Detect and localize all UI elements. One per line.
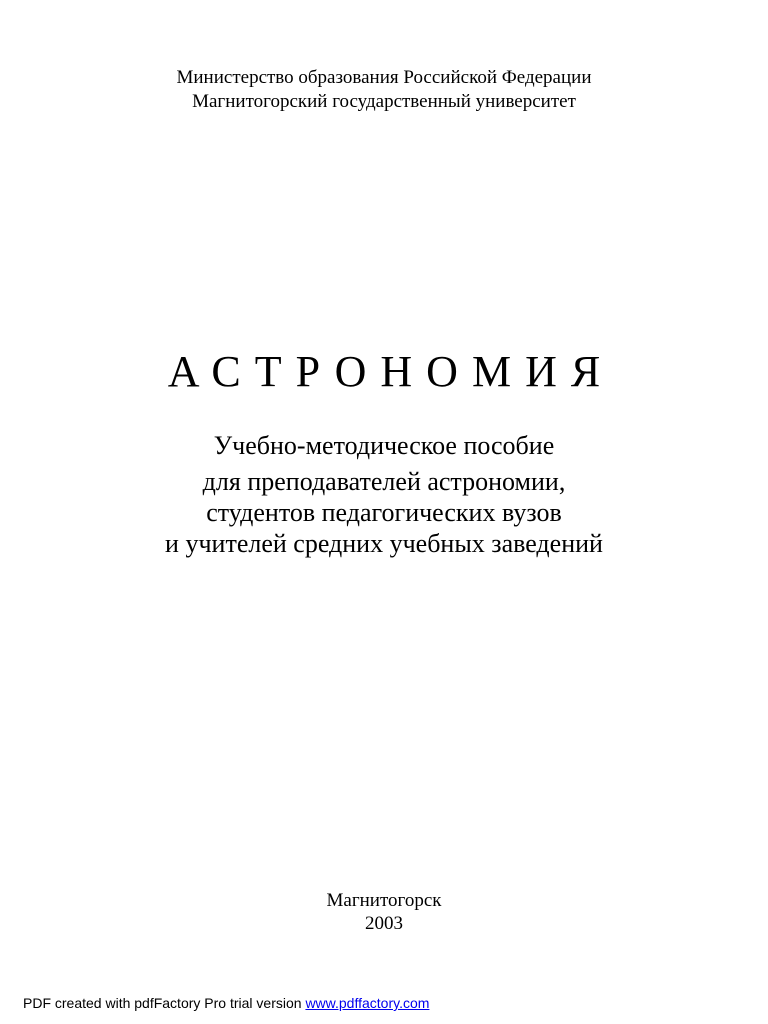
subtitle-main: Учебно-методическое пособие: [213, 431, 555, 460]
subtitle-line: студентов педагогических вузов: [206, 498, 562, 527]
pdf-watermark: [23, 994, 429, 1012]
watermark-link[interactable]: www.pdffactory.com: [305, 995, 430, 1011]
subtitle-line: и учителей средних учебных заведений: [165, 529, 603, 558]
publication-city: Магнитогорск: [326, 890, 442, 911]
ministry-name: Министерство образования Российской Федерации: [176, 67, 592, 88]
university-name: Магнитогорский государственный университет: [192, 91, 576, 112]
document-title: АСТРОНОМИЯ: [167, 347, 615, 396]
publication-year: 2003: [365, 913, 403, 934]
subtitle-line: для преподавателей астрономии,: [202, 467, 566, 496]
watermark-text: PDF created with pdfFactory Pro trial version: [23, 995, 306, 1011]
